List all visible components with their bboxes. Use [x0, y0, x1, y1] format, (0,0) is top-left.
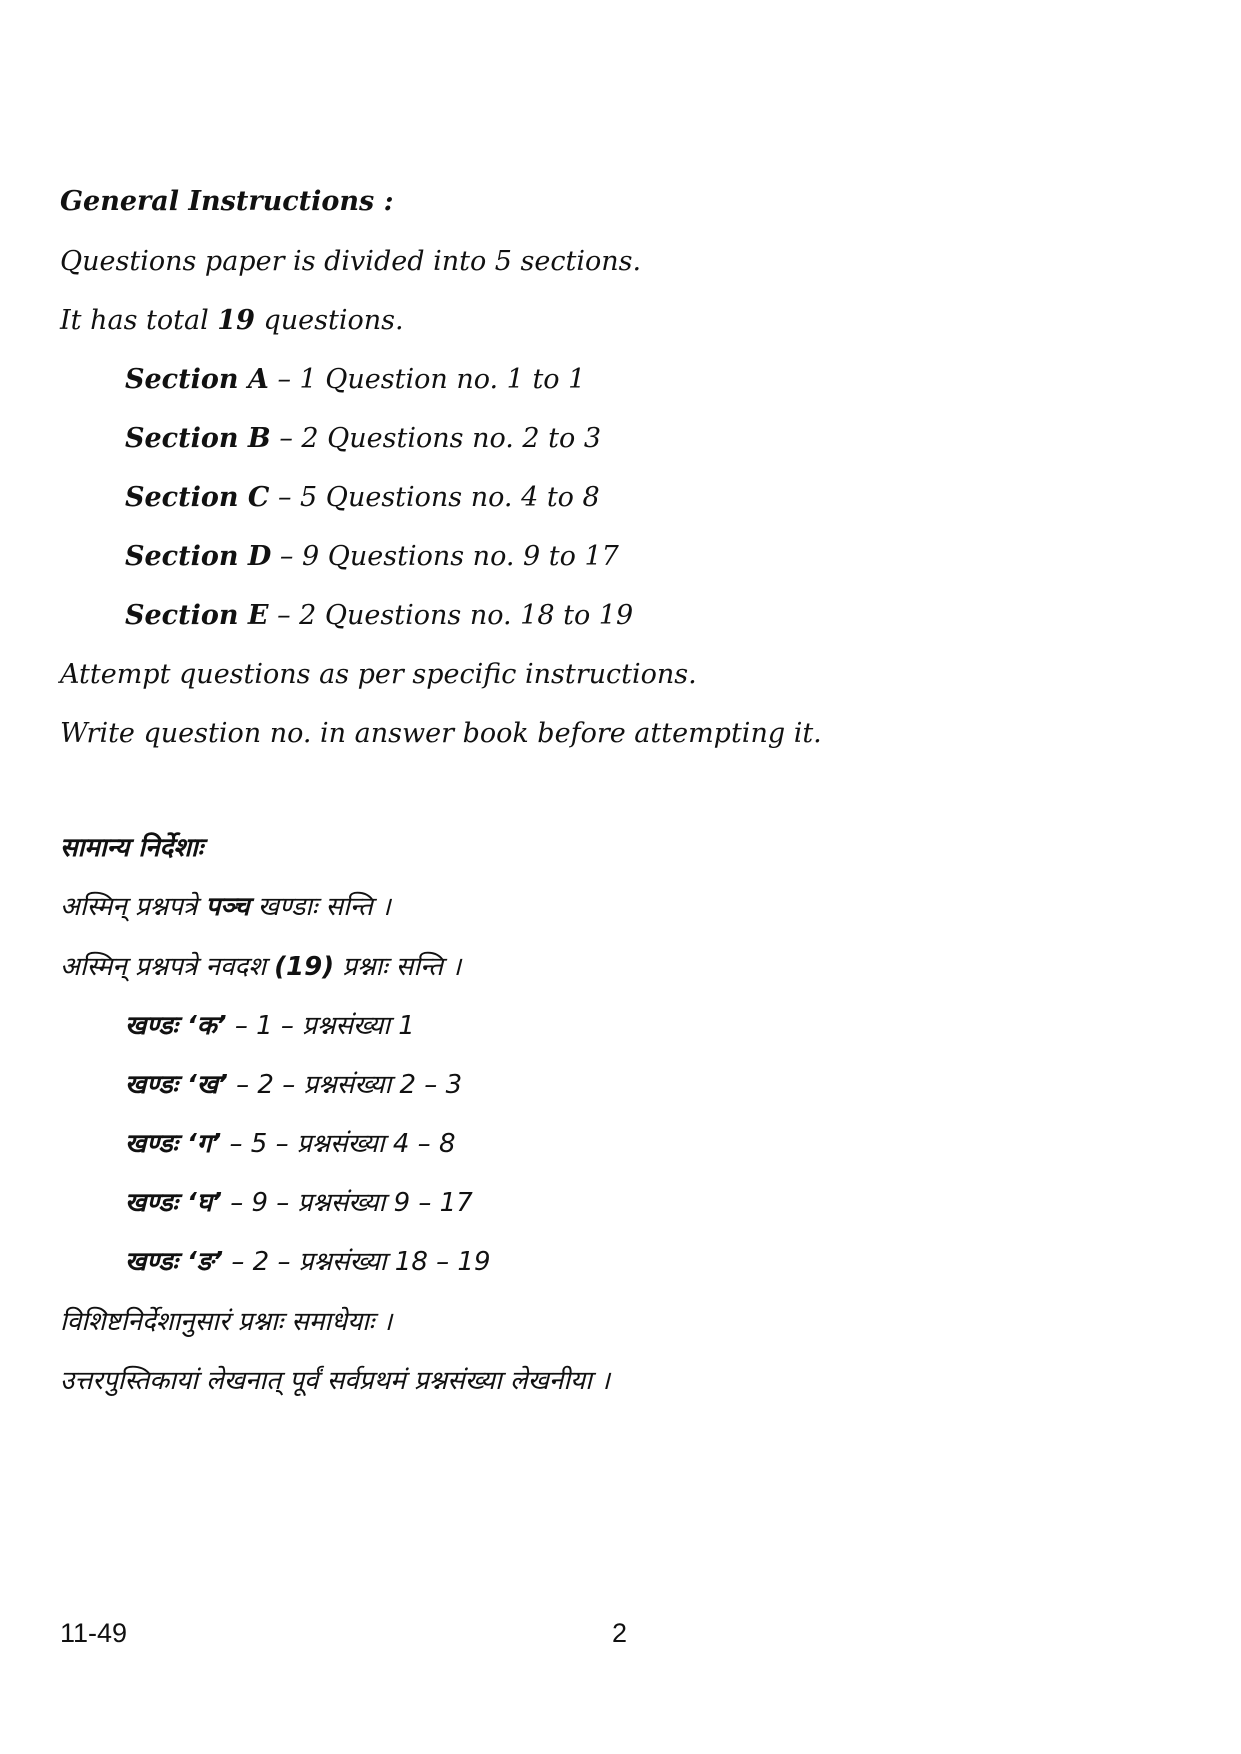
- khanda-label: खण्डः ‘ग’: [125, 1129, 222, 1159]
- general-instructions-heading: General Instructions :: [60, 186, 394, 217]
- khanda-detail: – 2 – प्रश्नसंख्या 2 – 3: [236, 1070, 463, 1100]
- khanda-row: [125, 1006, 415, 1042]
- section-row: [125, 482, 600, 513]
- section-label: Section C: [125, 482, 270, 513]
- khanda-detail: – 1 – प्रश्नसंख्या 1: [234, 1011, 415, 1041]
- section-label: Section B: [125, 423, 271, 454]
- section-label: Section A: [125, 364, 269, 395]
- sanskrit-sections-count: अस्मिन् प्रश्नपत्रे पञ्च खण्डाः सन्ति ।: [60, 892, 391, 922]
- khanda-row: [125, 1242, 491, 1278]
- khanda-row: [125, 1065, 462, 1101]
- khanda-row: [125, 1183, 473, 1219]
- section-row: [125, 600, 633, 631]
- instruction-sections-count: Questions paper is divided into 5 sections.: [60, 246, 642, 277]
- section-label: Section D: [125, 541, 272, 572]
- section-row: [125, 423, 601, 454]
- sanskrit-attempt: विशिष्टनिर्देशानुसारं प्रश्नाः समाधेयाः ।: [60, 1307, 393, 1337]
- sanskrit-instructions-heading: सामान्य निर्देशाः: [60, 833, 204, 863]
- instruction-attempt: Attempt questions as per specific instructions.: [60, 659, 697, 690]
- section-row: [125, 541, 619, 572]
- section-label: Section E: [125, 600, 269, 631]
- instruction-total-questions: It has total 19 questions.: [60, 305, 404, 336]
- khanda-label: खण्डः ‘घ’: [125, 1188, 222, 1218]
- sanskrit-write-number: उत्तरपुस्तिकायां लेखनात् पूर्वं सर्वप्रथमं प्रश्नसंख्या लेखनीया ।: [60, 1366, 610, 1396]
- section-detail: – 5 Questions no. 4 to 8: [277, 482, 600, 513]
- page-number: 2: [612, 1618, 628, 1648]
- khanda-label: खण्डः ‘क’: [125, 1011, 227, 1041]
- khanda-label: खण्डः ‘ङ’: [125, 1247, 224, 1277]
- khanda-row: [125, 1124, 456, 1160]
- khanda-detail: – 9 – प्रश्नसंख्या 9 – 17: [230, 1188, 473, 1218]
- instruction-write-number: Write question no. in answer book before attempting it.: [60, 718, 822, 749]
- section-detail: – 9 Questions no. 9 to 17: [279, 541, 619, 572]
- section-detail: – 2 Questions no. 18 to 19: [277, 600, 634, 631]
- khanda-label: खण्डः ‘ख’: [125, 1070, 228, 1100]
- sanskrit-total-questions: अस्मिन् प्रश्नपत्रे नवदश (19) प्रश्नाः सन्ति ।: [60, 952, 462, 982]
- section-detail: – 2 Questions no. 2 to 3: [279, 423, 602, 454]
- section-row: [125, 364, 585, 395]
- khanda-detail: – 2 – प्रश्नसंख्या 18 – 19: [231, 1247, 491, 1277]
- paper-code: 11-49: [60, 1618, 128, 1648]
- khanda-detail: – 5 – प्रश्नसंख्या 4 – 8: [229, 1129, 456, 1159]
- section-detail: – 1 Question no. 1 to 1: [277, 364, 586, 395]
